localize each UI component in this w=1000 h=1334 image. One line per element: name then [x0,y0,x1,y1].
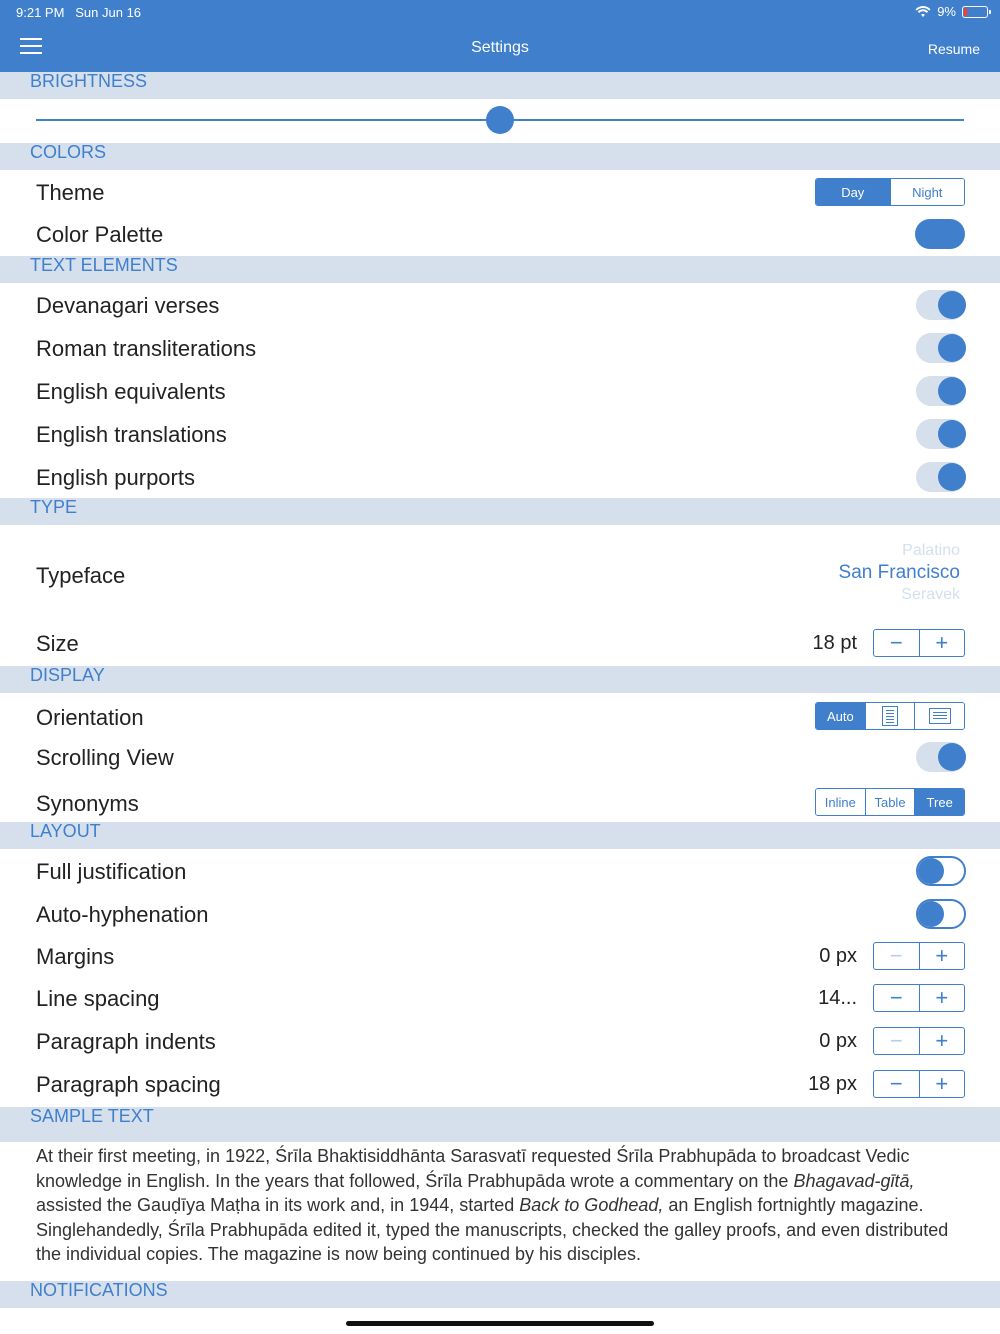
sample-text-italic: Bhagavad-gītā, [793,1170,915,1191]
english-equivalents-toggle[interactable] [916,376,966,406]
orientation-portrait-option[interactable] [865,703,915,729]
synonyms-table-option[interactable]: Table [865,789,915,815]
paragraph-spacing-increment-button[interactable]: + [919,1071,965,1097]
typeface-option-palatino[interactable]: Palatino [902,542,960,559]
resume-button[interactable]: Resume [927,41,980,57]
section-brightness: BRIGHTNESS [0,72,1000,99]
roman-transliterations-toggle[interactable] [916,333,966,363]
full-justification-label: Full justification [36,859,187,884]
brightness-slider-thumb[interactable] [486,106,514,134]
status-time [16,5,141,20]
status-right [915,4,988,19]
synonyms-tree-option[interactable]: Tree [914,789,964,815]
paragraph-indents-increment-button[interactable]: + [919,1028,965,1054]
toggle-knob [938,377,966,405]
english-translations-label: English translations [36,422,227,447]
portrait-icon [882,706,898,726]
synonyms-segmented-control[interactable] [815,788,965,816]
line-spacing-value: 14... [818,987,857,1009]
line-spacing-label: Line spacing [36,986,160,1011]
typeface-label: Typeface [36,563,126,588]
wifi-icon [915,6,931,18]
sample-text [30,1142,964,1270]
section-type: TYPE [0,498,1000,525]
top-bar [0,0,1000,72]
size-decrement-button[interactable]: − [889,630,903,655]
theme-label: Theme [36,180,105,205]
sample-text-part: assisted the Gauḍīya Maṭha in its work and, in 1944, started [36,1195,520,1215]
sample-text-italic: Back to Godhead, [519,1195,664,1215]
paragraph-spacing-value: 18 px [808,1073,857,1095]
english-purports-label: English purports [36,465,195,490]
paragraph-indents-label: Paragraph indents [36,1029,216,1054]
margins-increment-button[interactable]: + [919,943,965,969]
toggle-knob [938,334,966,362]
toggle-knob [918,858,944,884]
section-sample-text: SAMPLE TEXT [0,1107,1000,1142]
color-palette-toggle[interactable] [915,219,965,249]
synonyms-label: Synonyms [36,791,139,816]
toggle-knob [938,420,966,448]
toggle-knob [938,291,966,319]
theme-night-option[interactable]: Night [890,179,965,205]
margins-decrement-button[interactable]: − [889,943,903,968]
line-spacing-stepper[interactable] [873,984,965,1012]
orientation-segmented-control[interactable] [815,702,965,730]
margins-stepper[interactable] [873,942,965,970]
orientation-landscape-option[interactable] [914,703,964,729]
margins-label: Margins [36,944,115,969]
paragraph-spacing-decrement-button[interactable]: − [889,1071,903,1096]
paragraph-indents-value: 0 px [819,1030,857,1052]
orientation-label: Orientation [36,705,144,730]
theme-segmented-control[interactable] [815,178,965,206]
margins-value: 0 px [819,945,857,967]
paragraph-spacing-stepper[interactable] [873,1070,965,1098]
english-purports-toggle[interactable] [916,462,966,492]
clock: 9:21 PM [16,5,65,20]
toggle-knob [938,743,966,771]
section-display: DISPLAY [0,666,1000,693]
sample-text-part: an English fortnightly magazine. Singlehandedly, Śrīla Prabhupāda edited it, typed the manuscripts, checked the galley proofs, and even distributed the individual copies. The magazine is now being continued by his disciples. [36,1195,949,1264]
auto-hyphenation-toggle[interactable] [916,899,966,929]
section-layout: LAYOUT [0,822,1000,849]
line-spacing-decrement-button[interactable]: − [889,985,903,1010]
english-equivalents-label: English equivalents [36,379,226,404]
typeface-option-seravek[interactable]: Seravek [901,586,960,603]
theme-day-option[interactable]: Day [816,179,890,205]
full-justification-toggle[interactable] [916,856,966,886]
size-value: 18 pt [812,632,857,654]
line-spacing-increment-button[interactable]: + [919,985,965,1011]
section-notifications: NOTIFICATIONS [0,1281,1000,1308]
roman-transliterations-label: Roman transliterations [36,336,257,361]
paragraph-indents-stepper[interactable] [873,1027,965,1055]
synonyms-inline-option[interactable]: Inline [816,789,865,815]
scrolling-view-toggle[interactable] [916,742,966,772]
home-indicator[interactable] [346,1321,654,1326]
typeface-option-san-francisco[interactable]: San Francisco [838,562,960,583]
battery-level [964,8,967,16]
page-title: Settings [471,39,529,56]
section-text-elements: TEXT ELEMENTS [0,256,1000,283]
landscape-icon [929,708,951,724]
paragraph-indents-decrement-button[interactable]: − [889,1028,903,1053]
size-increment-button[interactable]: + [919,630,965,656]
battery-percent: 9% [937,4,956,19]
typeface-picker[interactable] [839,540,960,606]
orientation-auto-option[interactable]: Auto [816,703,865,729]
auto-hyphenation-label: Auto-hyphenation [36,902,209,927]
battery-icon [962,6,988,18]
devanagari-verses-toggle[interactable] [916,290,966,320]
size-label: Size [36,631,79,656]
sample-text-part: At their first meeting, in 1922, Śrīla Bhaktisiddhānta Sarasvatī requested Śrīla Prabhupāda to broadcast Vedic knowledge in English. In the years that followed, Śrīla Prabhupāda wrote a commentary on the [36,1146,910,1191]
devanagari-verses-label: Devanagari verses [36,293,220,318]
size-stepper[interactable] [873,629,965,657]
paragraph-spacing-label: Paragraph spacing [36,1072,221,1097]
english-translations-toggle[interactable] [916,419,966,449]
section-colors: COLORS [0,143,1000,170]
toggle-knob [938,463,966,491]
toggle-knob [918,901,944,927]
color-palette-label: Color Palette [36,222,164,247]
scrolling-view-label: Scrolling View [36,745,174,770]
date: Sun Jun 16 [75,5,142,20]
